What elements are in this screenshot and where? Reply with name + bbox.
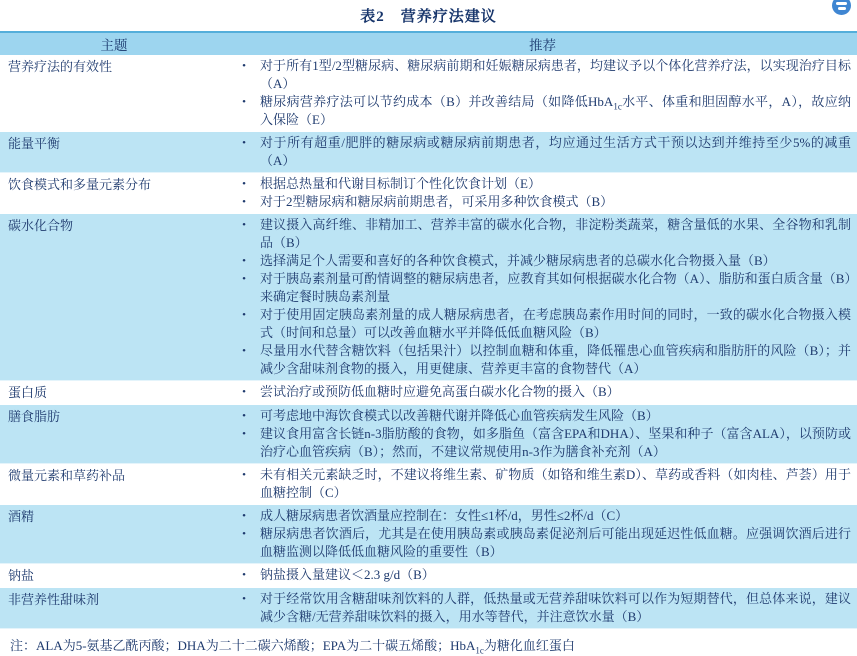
topic-cell: 非营养性甜味剂 xyxy=(0,588,228,629)
recommendation-item xyxy=(228,407,857,425)
topic-cell: 膳食脂肪 xyxy=(0,405,228,464)
column-header-recommendation: 推荐 xyxy=(228,32,857,55)
recommendation-text: 对于使用固定胰岛素剂量的成人糖尿病患者，在考虑胰岛素作用时间的同时，一致的碳水化合物摄入模式（时间和总量）可以改善血糖水平并降低低血糖风险（B） xyxy=(260,307,851,340)
table-row xyxy=(0,132,857,173)
bullet-icon: • xyxy=(242,219,246,231)
bullet-icon: • xyxy=(242,593,246,605)
recommendation-cell xyxy=(228,214,857,381)
bullet-icon: • xyxy=(242,178,246,190)
bullet-icon: • xyxy=(242,510,246,522)
recommendation-item xyxy=(228,134,857,170)
bullet-icon: • xyxy=(242,309,246,321)
table-row xyxy=(0,214,857,381)
recommendation-text: 成人糖尿病患者饮酒量应控制在：女性≤1杯/d，男性≤2杯/d（C） xyxy=(260,508,629,523)
recommendation-cell xyxy=(228,564,857,588)
bullet-icon: • xyxy=(242,528,246,540)
recommendation-text: 对于所有超重/肥胖的糖尿病或糖尿病前期患者，均应通过生活方式干预以达到并维持至少5%的减重（A） xyxy=(260,135,851,168)
topic-cell: 酒精 xyxy=(0,505,228,564)
bullet-icon: • xyxy=(242,196,246,208)
topic-cell: 碳水化合物 xyxy=(0,214,228,381)
table-row xyxy=(0,564,857,588)
topic-cell: 能量平衡 xyxy=(0,132,228,173)
recommendation-text: 选择满足个人需要和喜好的各种饮食模式，并减少糖尿病患者的总碳水化合物摄入量（B） xyxy=(260,253,776,268)
table-row xyxy=(0,505,857,564)
recommendation-item xyxy=(228,306,857,342)
recommendation-text: 对于所有1型/2型糖尿病、糖尿病前期和妊娠糖尿病患者，均建议予以个体化营养疗法，以实现治疗目标（A） xyxy=(260,58,851,91)
recommendation-cell xyxy=(228,173,857,214)
nutrition-therapy-table xyxy=(0,31,857,629)
table-row xyxy=(0,173,857,214)
recommendation-cell xyxy=(228,405,857,464)
recommendation-item xyxy=(228,590,857,626)
recommendation-item xyxy=(228,252,857,270)
topic-cell: 营养疗法的有效性 xyxy=(0,55,228,132)
recommendation-text: 糖尿病患者饮酒后，尤其是在使用胰岛素或胰岛素促泌剂后可能出现延迟性低血糖。应强调饮酒后进行血糖监测以降低低血糖风险的重要性（B） xyxy=(260,526,851,559)
recommendation-item xyxy=(228,193,857,211)
recommendation-item xyxy=(228,466,857,502)
recommendation-item xyxy=(228,270,857,306)
recommendation-item xyxy=(228,57,857,93)
recommendation-item xyxy=(228,566,857,584)
topic-cell: 钠盐 xyxy=(0,564,228,588)
recommendation-item xyxy=(228,525,857,561)
recommendation-text: 可考虑地中海饮食模式以改善糖代谢并降低心血管疾病发生风险（B） xyxy=(260,408,659,423)
recommendation-text: 糖尿病营养疗法可以节约成本（B）并改善结局（如降低HbA$_{1c}$水平、体重和胆固醇水平，A），故应纳入保险（E） xyxy=(260,94,851,127)
topic-cell: 蛋白质 xyxy=(0,381,228,405)
bullet-icon: • xyxy=(242,273,246,285)
recommendation-text: 对于胰岛素剂量可酌情调整的糖尿病患者，应教育其如何根据碳水化合物（A）、脂肪和蛋白质含量（B）来确定餐时胰岛素剂量 xyxy=(260,271,851,304)
bullet-icon: • xyxy=(242,469,246,481)
bullet-icon: • xyxy=(242,137,246,149)
recommendation-text: 对于经常饮用含糖甜味剂饮料的人群，低热量或无营养甜味饮料可以作为短期替代，但总体来说，建议减少含糖/无营养甜味饮料的摄入，用水等替代，并注意饮水量（B） xyxy=(260,591,851,624)
table-row xyxy=(0,405,857,464)
recommendation-text: 钠盐摄入量建议＜2.3 g/d（B） xyxy=(260,567,435,582)
recommendation-text: 建议摄入高纤维、非精加工、营养丰富的碳水化合物，非淀粉类蔬菜，糖含量低的水果、全谷物和乳制品（B） xyxy=(260,217,851,250)
recommendation-text: 未有相关元素缺乏时，不建议将维生素、矿物质（如铬和维生素D）、草药或香料（如肉桂、芦荟）用于血糖控制（C） xyxy=(260,467,851,500)
recommendation-text: 根据总热量和代谢目标制订个性化饮食计划（E） xyxy=(260,176,541,191)
recommendation-item xyxy=(228,507,857,525)
table-row xyxy=(0,588,857,629)
table-row xyxy=(0,381,857,405)
table-row xyxy=(0,55,857,132)
recommendation-text: 对于2型糖尿病和糖尿病前期患者，可采用多种饮食模式（B） xyxy=(260,194,614,209)
bullet-icon: • xyxy=(242,96,246,108)
bullet-icon: • xyxy=(242,569,246,581)
recommendation-text: 尽量用水代替含糖饮料（包括果汁）以控制血糖和体重，降低罹患心血管疾病和脂肪肝的风险（B）；并减少含甜味剂食物的摄入，用更健康、营养更丰富的食物替代（A） xyxy=(260,343,851,376)
table-row xyxy=(0,464,857,505)
recommendation-item xyxy=(228,216,857,252)
recommendation-item xyxy=(228,175,857,193)
bullet-icon: • xyxy=(242,345,246,357)
recommendation-cell xyxy=(228,464,857,505)
table-header-row xyxy=(0,32,857,55)
bullet-icon: • xyxy=(242,386,246,398)
recommendation-text: 尝试治疗或预防低血糖时应避免高蛋白碳水化合物的摄入（B） xyxy=(260,384,620,399)
table-title: 表2 营养疗法建议 xyxy=(360,9,497,25)
recommendation-cell xyxy=(228,588,857,629)
bullet-icon: • xyxy=(242,410,246,422)
bullet-icon: • xyxy=(242,60,246,72)
recommendation-item xyxy=(228,342,857,378)
recommendation-text: 建议食用富含长链n-3脂肪酸的食物，如多脂鱼（富含EPA和DHA）、坚果和种子（富含ALA），以预防或治疗心血管疾病（B）；然而，不建议常规使用n-3作为膳食补充剂（A） xyxy=(260,426,851,459)
recommendation-item xyxy=(228,93,857,129)
recommendation-cell xyxy=(228,381,857,405)
column-header-topic: 主题 xyxy=(0,32,228,55)
recommendation-cell xyxy=(228,55,857,132)
bullet-icon: • xyxy=(242,428,246,440)
bullet-icon: • xyxy=(242,255,246,267)
topic-cell: 饮食模式和多量元素分布 xyxy=(0,173,228,214)
recommendation-item xyxy=(228,425,857,461)
topic-cell: 微量元素和草药补品 xyxy=(0,464,228,505)
recommendation-item xyxy=(228,383,857,401)
recommendation-cell xyxy=(228,505,857,564)
recommendation-cell xyxy=(228,132,857,173)
footnote: 注：ALA为5-氨基乙酰丙酸；DHA为二十二碳六烯酸；EPA为二十碳五烯酸；HbA$_{1c}$为糖化血红蛋白 xyxy=(10,638,575,656)
